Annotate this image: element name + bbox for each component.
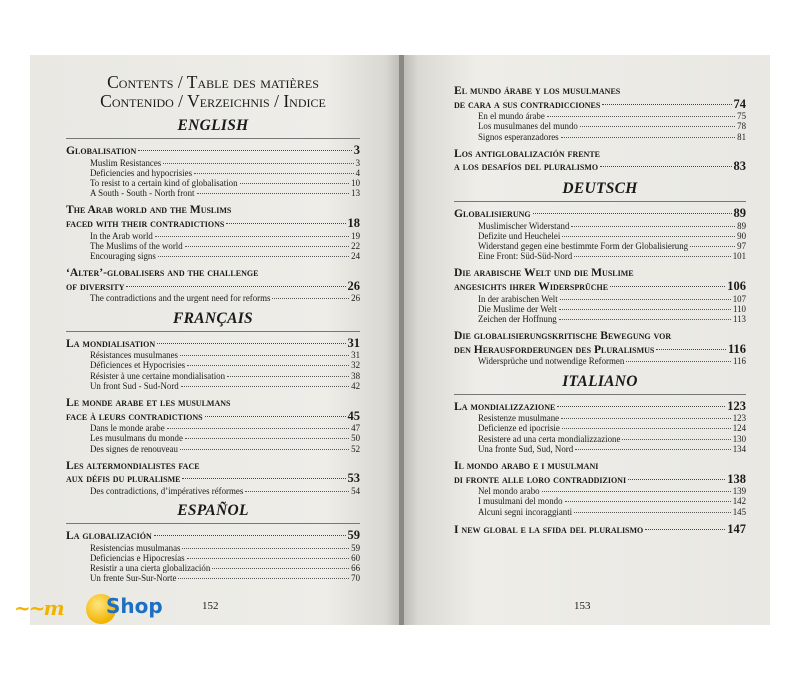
toc-subentry-title: Die Muslime der Welt	[478, 303, 557, 314]
toc-entry	[454, 400, 746, 414]
logo-text: Shop	[106, 594, 163, 618]
dot-leader	[180, 355, 349, 356]
toc-entry	[454, 207, 746, 221]
toc-subentry-title: A South - South - North front	[90, 188, 195, 199]
toc-subentry	[66, 371, 360, 381]
toc-subentry-title: Alcuni segni incoraggianti	[478, 506, 573, 517]
toc-subentry	[66, 241, 360, 251]
toc-subentry-title: Muslimischer Widerstand	[478, 220, 570, 231]
toc-subentry-page: 101	[732, 251, 746, 262]
toc-entry	[66, 337, 360, 351]
toc-subentry-page: 26	[351, 293, 360, 304]
toc-subentry-title: Una fronte Sud, Sud, Nord	[478, 443, 574, 454]
toc-entry	[66, 472, 360, 486]
dot-leader	[194, 173, 354, 174]
dot-leader	[226, 223, 345, 224]
toc-group	[66, 397, 360, 454]
language-rule	[66, 523, 360, 524]
toc-entry	[454, 98, 746, 112]
toc-entry-page: 83	[733, 159, 746, 174]
toc-subentry	[66, 350, 360, 360]
toc-subentry-page: 22	[351, 240, 360, 251]
toc-subentry	[66, 433, 360, 443]
dot-leader	[600, 166, 731, 167]
toc-group	[454, 523, 746, 537]
language-title: ENGLISH	[177, 117, 249, 134]
toc-subentry-title: En el mundo árabe	[478, 111, 545, 122]
language-header	[454, 180, 746, 202]
dot-leader	[690, 246, 735, 247]
toc-subentry	[66, 178, 360, 188]
right-intro-groups	[454, 85, 746, 174]
toc-entry-page: 45	[347, 408, 360, 423]
toc-entry-title: a los desafíos del pluralismo	[454, 160, 599, 174]
toc-subentry-page: 124	[732, 423, 746, 434]
toc-subentry	[454, 413, 746, 423]
toc-subentry-page: 3	[355, 157, 360, 168]
left-page	[30, 55, 400, 625]
toc-subentry	[66, 158, 360, 168]
toc-subentry	[66, 563, 360, 573]
toc-subentry-page: 38	[351, 370, 360, 381]
toc-subentry-title: Resistencias musulmanas	[90, 542, 181, 553]
toc-subentry-title: Des contradictions, d’impératives réformes	[90, 485, 244, 496]
language-header	[66, 310, 360, 332]
contents-title-line-2: Contenido / Verzeichnis / Indice	[100, 91, 326, 111]
right-page	[404, 55, 770, 625]
dot-leader	[533, 213, 732, 214]
shop-logo	[14, 590, 164, 630]
toc-subentry	[66, 188, 360, 198]
toc-group	[454, 460, 746, 517]
toc-subentry-title: In der arabischen Welt	[478, 293, 558, 304]
dot-leader	[561, 137, 736, 138]
toc-entry-title: La globalización	[66, 529, 152, 543]
toc-entry-page: 59	[347, 528, 360, 543]
dot-leader	[610, 286, 725, 287]
toc-subentry-title: Resistenze musulmane	[478, 413, 560, 424]
toc-subentry-page: 75	[737, 111, 746, 122]
toc-entry-title: Globalisation	[66, 144, 137, 157]
toc-entry	[454, 280, 746, 294]
dot-leader	[126, 286, 345, 287]
toc-subentry-page: 50	[351, 433, 360, 444]
contents-title-line-1: Contents / Table des matières	[107, 72, 319, 92]
toc-subentry-page: 134	[732, 443, 746, 454]
toc-entry-title: aux défis du pluralisme	[66, 472, 181, 486]
toc-entry-title: of diversity	[66, 279, 125, 293]
dot-leader	[245, 491, 349, 492]
toc-subentry-title: Resistir a una cierta globalización	[90, 563, 211, 574]
right-page-content	[454, 85, 746, 542]
dot-leader	[574, 256, 731, 257]
dot-leader	[197, 193, 350, 194]
toc-subentry-page: 89	[737, 220, 746, 231]
toc-subentry-page: 10	[351, 178, 360, 188]
toc-subentry-page: 113	[733, 313, 746, 324]
toc-subentry-page: 52	[351, 443, 360, 454]
toc-entry-lead: Il mondo arabo e i musulmani	[454, 458, 599, 472]
toc-subentry	[66, 293, 360, 303]
toc-subentry-page: 4	[355, 167, 360, 178]
toc-subentry-page: 31	[351, 350, 360, 361]
toc-subentry-title: The Muslims of the world	[90, 240, 183, 251]
toc-subentry-title: Résister à une certaine mondialisation	[90, 370, 226, 381]
toc-subentry	[454, 356, 746, 366]
toc-subentry	[66, 360, 360, 370]
toc-entry	[454, 473, 746, 487]
toc-subentry-title: Deficienze ed ipocrisie	[478, 423, 560, 434]
page-number-right: 153	[574, 600, 591, 612]
toc-subentry-title: Encouraging signs	[90, 251, 156, 261]
toc-entry-page: 123	[727, 398, 746, 413]
toc-subentry-page: 130	[732, 433, 746, 444]
toc-entry-title: faced with their contradictions	[66, 217, 225, 230]
toc-subentry	[66, 444, 360, 454]
toc-entry-title: Globalisierung	[454, 206, 531, 220]
toc-subentry	[454, 496, 746, 506]
toc-subentry-page: 54	[351, 485, 360, 496]
toc-subentry	[66, 486, 360, 496]
toc-group	[66, 144, 360, 198]
toc-subentry	[66, 553, 360, 563]
toc-entry	[66, 144, 360, 158]
language-title: ITALIANO	[562, 372, 638, 390]
toc-subentry-page: 81	[737, 131, 746, 142]
language-title: DEUTSCH	[562, 179, 638, 197]
toc-subentry	[454, 444, 746, 454]
dot-leader	[565, 501, 731, 502]
toc-subentry	[66, 251, 360, 261]
toc-subentry	[454, 241, 746, 251]
toc-entry-page: 3	[353, 143, 360, 157]
language-rule	[454, 201, 746, 202]
toc-group	[66, 204, 360, 261]
toc-group	[454, 330, 746, 366]
toc-entry-page: 89	[733, 205, 746, 220]
toc-group	[454, 148, 746, 174]
dot-leader	[185, 438, 349, 439]
toc-entry-title: face à leurs contradictions	[66, 409, 203, 423]
toc-entry-page: 147	[727, 521, 746, 536]
dot-leader	[562, 236, 735, 237]
dot-leader	[138, 150, 352, 151]
page-number-left: 152	[202, 600, 219, 612]
language-rule	[66, 331, 360, 332]
toc-subentry-page: 78	[737, 121, 746, 132]
toc-entry-page: 106	[727, 278, 746, 293]
dot-leader	[557, 406, 725, 407]
toc-subentry-title: Los musulmanes del mundo	[478, 121, 578, 132]
toc-entry-page: 116	[727, 341, 746, 356]
toc-entry-title: I new global e la sfida del pluralismo	[454, 522, 644, 536]
toc-entry-title: angesichts ihrer Widersprüche	[454, 279, 609, 293]
toc-entry	[454, 523, 746, 537]
dot-leader	[542, 491, 731, 492]
dot-leader	[559, 319, 731, 320]
dot-leader	[167, 428, 349, 429]
toc-subentry	[454, 507, 746, 517]
toc-entry	[454, 343, 746, 357]
dot-leader	[205, 416, 346, 417]
toc-subentry-title: Eine Front: Süd-Süd-Nord	[478, 251, 573, 262]
dot-leader	[155, 236, 349, 237]
dot-leader	[580, 126, 735, 127]
toc-subentry	[454, 221, 746, 231]
toc-subentry-title: In the Arab world	[90, 230, 153, 241]
toc-entry-lead: Los antiglobalización frente	[454, 146, 601, 160]
toc-subentry-page: 139	[732, 486, 746, 497]
toc-subentry-title: Zeichen der Hoffnung	[478, 313, 557, 324]
toc-subentry-title: Résistances musulmanes	[90, 350, 178, 361]
right-sections	[454, 180, 746, 536]
toc-subentry-title: Nel mondo arabo	[478, 486, 540, 497]
dot-leader	[163, 163, 353, 164]
dot-leader	[562, 428, 731, 429]
toc-subentry-title: Muslim Resistances	[90, 157, 162, 168]
toc-entry-page: 138	[727, 471, 746, 486]
toc-subentry	[454, 231, 746, 241]
toc-subentry-title: Deficiencias e Hipocresías	[90, 552, 185, 563]
toc-entry-title: di fronte alle loro contraddizioni	[454, 472, 627, 486]
dot-leader	[181, 386, 349, 387]
toc-subentry-page: 59	[351, 542, 360, 553]
toc-subentry-page: 24	[351, 251, 360, 261]
toc-subentry-title: Un frente Sur-Sur-Norte	[90, 573, 177, 584]
toc-subentry-page: 13	[351, 188, 360, 199]
toc-subentry	[66, 543, 360, 553]
dot-leader	[559, 309, 731, 310]
toc-subentry	[454, 304, 746, 314]
toc-subentry-page: 47	[351, 423, 360, 434]
toc-entry-lead: Le monde arabe et les musulmans	[66, 396, 231, 409]
toc-subentry	[454, 251, 746, 261]
dot-leader	[561, 418, 731, 419]
toc-subentry	[66, 573, 360, 583]
dot-leader	[240, 183, 350, 184]
toc-subentry	[454, 111, 746, 121]
toc-subentry-title: Des signes de renouveau	[90, 443, 178, 454]
toc-subentry-title: Widerstand gegen eine bestimmte Form der Globalisierung	[478, 240, 689, 251]
toc-entry	[66, 529, 360, 543]
toc-subentry-title: Les musulmans du monde	[90, 433, 183, 444]
toc-subentry-page: 107	[732, 293, 746, 304]
dot-leader	[178, 578, 349, 579]
dot-leader	[645, 529, 725, 530]
toc-subentry-page: 66	[351, 563, 360, 574]
toc-subentry-title: Widersprüche und notwendige Reformen	[478, 356, 625, 367]
toc-subentry-title: Defizite und Heuchelei	[478, 230, 561, 241]
toc-group	[66, 460, 360, 496]
toc-subentry-page: 60	[351, 552, 360, 563]
toc-subentry-page: 123	[732, 413, 746, 424]
dot-leader	[574, 512, 731, 513]
toc-subentry-page: 145	[732, 506, 746, 517]
toc-subentry-title: Déficiences et Hypocrisies	[90, 360, 186, 371]
toc-subentry-page: 110	[733, 303, 746, 314]
left-sections	[66, 117, 360, 584]
language-header	[454, 373, 746, 395]
toc-subentry-page: 70	[351, 573, 360, 584]
toc-entry-page: 18	[347, 216, 360, 230]
toc-subentry-page: 90	[737, 230, 746, 241]
toc-entry-page: 74	[733, 96, 746, 111]
toc-entry	[66, 217, 360, 231]
toc-subentry-title: The contradictions and the urgent need for reforms	[90, 293, 271, 304]
logo-swirl-icon: ~~m	[14, 596, 63, 620]
toc-subentry	[454, 434, 746, 444]
toc-subentry-title: Dans le monde arabe	[90, 423, 165, 434]
language-rule	[454, 394, 746, 395]
toc-entry-lead: ‘Alter’-globalisers and the challenge	[66, 266, 259, 280]
dot-leader	[571, 226, 735, 227]
toc-subentry-title: Deficiencies and hypocrisies	[90, 167, 193, 178]
language-rule	[66, 138, 360, 139]
toc-entry	[66, 410, 360, 424]
toc-subentry	[66, 381, 360, 391]
toc-entry-title: La mondializzazione	[454, 399, 556, 413]
toc-subentry-title: Un front Sud - Sud-Nord	[90, 380, 179, 391]
toc-subentry-title: To resist to a certain kind of globalisation	[90, 178, 238, 188]
toc-subentry-page: 97	[737, 240, 746, 251]
dot-leader	[622, 439, 730, 440]
language-title: ESPAÑOL	[177, 502, 249, 520]
dot-leader	[185, 246, 349, 247]
dot-leader	[187, 365, 349, 366]
dot-leader	[154, 535, 346, 536]
toc-subentry	[454, 314, 746, 324]
toc-entry-title: den Herausforderungen des Pluralismus	[454, 342, 655, 356]
dot-leader	[227, 376, 349, 377]
dot-leader	[628, 479, 725, 480]
toc-subentry	[66, 231, 360, 241]
dot-leader	[182, 478, 345, 479]
toc-subentry-title: Signos esperanzadores	[478, 131, 559, 142]
dot-leader	[602, 104, 731, 105]
language-header	[66, 502, 360, 524]
toc-entry-page: 53	[347, 471, 360, 486]
language-header	[66, 117, 360, 139]
dot-leader	[575, 449, 731, 450]
toc-entry-title: La mondialisation	[66, 336, 156, 350]
toc-entry-lead: El mundo árabe y los musulmanes	[454, 84, 621, 97]
toc-subentry	[66, 423, 360, 433]
toc-subentry-page: 42	[351, 380, 360, 391]
toc-subentry	[454, 486, 746, 496]
toc-group	[66, 529, 360, 583]
toc-subentry	[454, 294, 746, 304]
toc-subentry-page: 116	[733, 356, 746, 367]
toc-group	[66, 337, 360, 391]
toc-subentry	[454, 132, 746, 142]
language-title: FRANÇAIS	[173, 309, 253, 327]
toc-subentry	[66, 168, 360, 178]
open-book	[30, 55, 770, 625]
toc-entry-lead: Die globalisierungskritische Bewegung vor	[454, 329, 672, 343]
toc-subentry	[454, 121, 746, 131]
left-page-content	[66, 73, 360, 590]
toc-group	[454, 85, 746, 142]
toc-entry-page: 31	[347, 335, 360, 350]
toc-subentry-page: 19	[351, 230, 360, 241]
toc-subentry-page: 142	[732, 496, 746, 507]
dot-leader	[547, 116, 735, 117]
toc-group	[66, 267, 360, 303]
toc-entry-page: 26	[347, 278, 360, 293]
toc-group	[454, 400, 746, 454]
dot-leader	[272, 298, 349, 299]
dot-leader	[187, 558, 350, 559]
toc-group	[454, 267, 746, 324]
dot-leader	[626, 361, 731, 362]
toc-subentry-page: 32	[351, 360, 360, 371]
toc-entry-lead: Les altermondialistes face	[66, 458, 200, 472]
dot-leader	[560, 299, 731, 300]
toc-entry	[454, 160, 746, 174]
toc-subentry-title: Resistere ad una certa mondializzazione	[478, 433, 621, 444]
toc-entry-title: de cara a sus contradicciones	[454, 97, 601, 111]
toc-subentry	[454, 423, 746, 433]
toc-entry	[66, 280, 360, 294]
toc-group	[454, 207, 746, 261]
dot-leader	[182, 548, 349, 549]
dot-leader	[157, 343, 345, 344]
toc-entry-lead: Die arabische Welt und die Muslime	[454, 266, 634, 280]
dot-leader	[656, 349, 726, 350]
dot-leader	[212, 568, 349, 569]
dot-leader	[180, 449, 349, 450]
dot-leader	[158, 256, 349, 257]
toc-entry-lead: The Arab world and the Muslims	[66, 203, 232, 217]
toc-subentry-title: I musulmani del mondo	[478, 496, 563, 507]
